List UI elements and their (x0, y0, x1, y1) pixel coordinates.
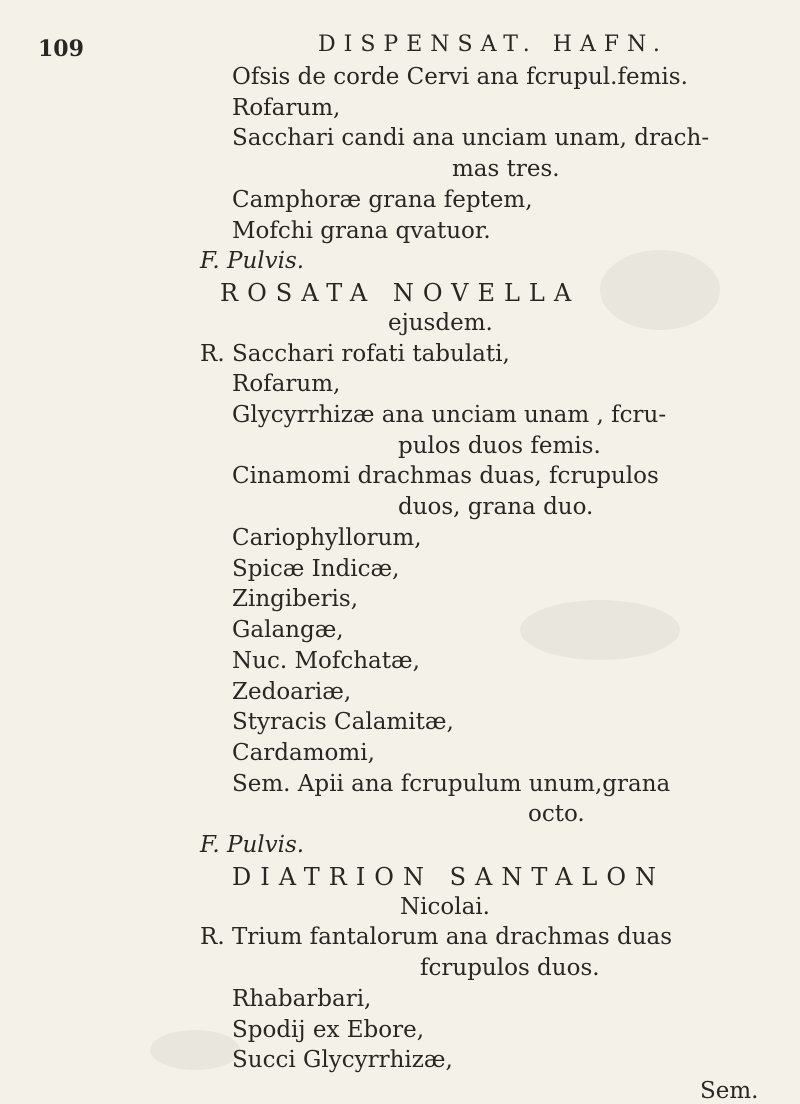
recipe-line: Cariophyllorum, (232, 525, 422, 551)
recipe-heading: DIATRION SANTALON (232, 863, 666, 891)
recipe-heading: ROSATA NOVELLA (220, 279, 581, 307)
recipe-line: Galangæ, (232, 617, 344, 643)
recipe-line: octo. (528, 801, 585, 827)
recipe-line: Mofchi grana qvatuor. (232, 218, 491, 244)
recipe-line: Zedoariæ, (232, 679, 352, 705)
running-head: DISPENSAT. HAFN. (318, 32, 668, 57)
recipe-subheading: Nicolai. (400, 894, 490, 920)
recipe-line: R. Sacchari rofati tabulati, (200, 341, 510, 367)
recipe-line: Cinamomi drachmas duas, fcrupulos (232, 463, 659, 489)
folio-number: 109 (38, 36, 84, 62)
recipe-line: Rhabarbari, (232, 986, 372, 1012)
recipe-line: Nuc. Mofchatæ, (232, 648, 420, 674)
recipe-line: Rofarum, (232, 371, 341, 397)
recipe-line: Spicæ Indicæ, (232, 556, 400, 582)
recipe-line: Spodij ex Ebore, (232, 1017, 425, 1043)
recipe-line: Sacchari candi ana unciam unam, drach- (232, 125, 710, 151)
recipe-line: Succi Glycyrrhizæ, (232, 1047, 453, 1073)
recipe-line: mas tres. (452, 156, 560, 182)
catchword: Sem. (700, 1078, 759, 1104)
recipe-line: R. Trium fantalorum ana drachmas duas (200, 924, 673, 950)
recipe-line: Ofsis de corde Cervi ana fcrupul.femis. (232, 64, 688, 90)
recipe-line: fcrupulos duos. (420, 955, 600, 981)
recipe-line: Styracis Calamitæ, (232, 709, 454, 735)
recipe-line: Zingiberis, (232, 586, 359, 612)
recipe-line: duos, grana duo. (398, 494, 594, 520)
recipe-line: pulos duos femis. (398, 433, 601, 459)
recipe-line: Glycyrrhizæ ana unciam unam , fcru- (232, 402, 667, 428)
recipe-line: Camphoræ grana feptem, (232, 187, 533, 213)
recipe-line: Cardamomi, (232, 740, 375, 766)
recipe-subheading: ejusdem. (388, 310, 493, 336)
recipe-line: Sem. Apii ana fcrupulum unum,grana (232, 771, 671, 797)
recipe-closing: F. Pulvis. (200, 248, 305, 274)
recipe-line: Rofarum, (232, 95, 341, 121)
recipe-closing: F. Pulvis. (200, 832, 305, 858)
